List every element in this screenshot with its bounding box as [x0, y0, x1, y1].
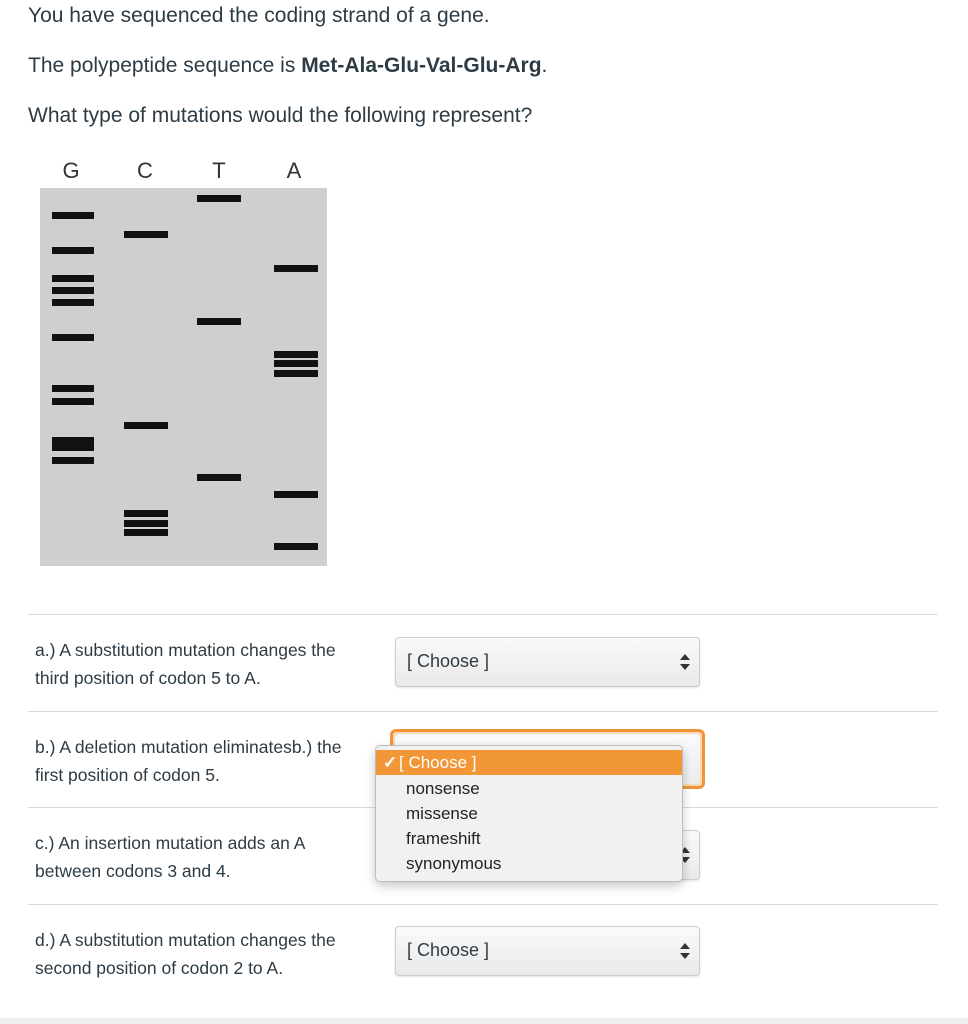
divider	[28, 904, 938, 905]
gel-band	[52, 385, 94, 392]
question-c-line-1: c.) An insertion mutation adds an A	[35, 833, 306, 853]
gel-band	[124, 520, 168, 527]
gel-band	[52, 247, 94, 254]
gel-band	[52, 334, 94, 341]
gel-band	[274, 543, 318, 550]
question-b-line-2: first position of codon 5.	[35, 765, 220, 785]
gel-band	[274, 360, 318, 367]
intro-text-2-prefix: The polypeptide sequence is	[28, 54, 302, 77]
lane-label-g: G	[62, 158, 80, 183]
select-arrows-icon	[680, 654, 690, 670]
lane-label-t: T	[212, 158, 226, 183]
intro-text-1: You have sequenced the coding strand of a gene.	[28, 4, 490, 27]
question-a-line-2: third position of codon 5 to A.	[35, 668, 261, 688]
question-c-line-2: between codons 3 and 4.	[35, 861, 231, 881]
dropdown-option-label: nonsense	[406, 779, 480, 798]
dropdown-option-synonymous[interactable]	[376, 851, 682, 876]
gel-band	[124, 231, 168, 238]
question-a-line-1: a.) A substitution mutation changes the	[35, 640, 336, 660]
gel-band	[124, 422, 168, 429]
dropdown-option-nonsense[interactable]	[376, 776, 682, 801]
gel-band	[52, 437, 94, 444]
question-a-select[interactable]	[395, 637, 700, 687]
gel-band	[52, 275, 94, 282]
question-c-text	[35, 829, 305, 885]
gel-band	[52, 299, 94, 306]
gel-band	[274, 491, 318, 498]
sequencing-gel-image	[40, 188, 327, 566]
gel-band	[52, 212, 94, 219]
dropdown-option-missense[interactable]	[376, 801, 682, 826]
checkmark-icon: ✓	[383, 753, 398, 772]
gel-band	[124, 529, 168, 536]
dropdown-option-label: synonymous	[406, 854, 502, 873]
gel-band	[274, 370, 318, 377]
dropdown-option-choose[interactable]	[376, 750, 682, 775]
select-arrows-icon	[680, 943, 690, 959]
gel-band	[274, 351, 318, 358]
gel-band	[52, 457, 94, 464]
page-bottom-edge	[0, 1018, 968, 1024]
question-d-line-2: second position of codon 2 to A.	[35, 958, 284, 978]
intro-text-2	[28, 54, 547, 78]
question-prompt: What type of mutations would the following represent?	[28, 104, 533, 127]
gel-band	[52, 287, 94, 294]
question-d-selected-value: [ Choose ]	[407, 940, 490, 960]
question-a-text	[35, 636, 336, 692]
question-d-text	[35, 926, 336, 982]
gel-band	[197, 474, 241, 481]
question-b-line-1: b.) A deletion mutation eliminatesb.) the	[35, 737, 342, 757]
divider	[28, 711, 938, 712]
gel-band	[124, 510, 168, 517]
dropdown-option-label: [ Choose ]	[399, 753, 477, 772]
question-b-dropdown-menu[interactable]	[375, 745, 683, 882]
polypeptide-sequence: Met-Ala-Glu-Val-Glu-Arg	[301, 54, 542, 77]
dropdown-option-frameshift[interactable]	[376, 826, 682, 851]
divider	[28, 614, 938, 615]
lane-label-c: C	[137, 158, 153, 183]
gel-band	[197, 318, 241, 325]
dropdown-option-label: frameshift	[406, 829, 481, 848]
dropdown-option-label: missense	[406, 804, 478, 823]
lane-label-a: A	[286, 158, 302, 183]
gel-band	[274, 265, 318, 272]
question-a-selected-value: [ Choose ]	[407, 651, 490, 671]
question-b-text	[35, 733, 341, 789]
gel-band	[52, 398, 94, 405]
question-d-line-1: d.) A substitution mutation changes the	[35, 930, 336, 950]
gel-band	[197, 195, 241, 202]
question-d-select[interactable]	[395, 926, 700, 976]
intro-text-2-suffix: .	[541, 54, 548, 77]
gel-band	[52, 444, 94, 451]
